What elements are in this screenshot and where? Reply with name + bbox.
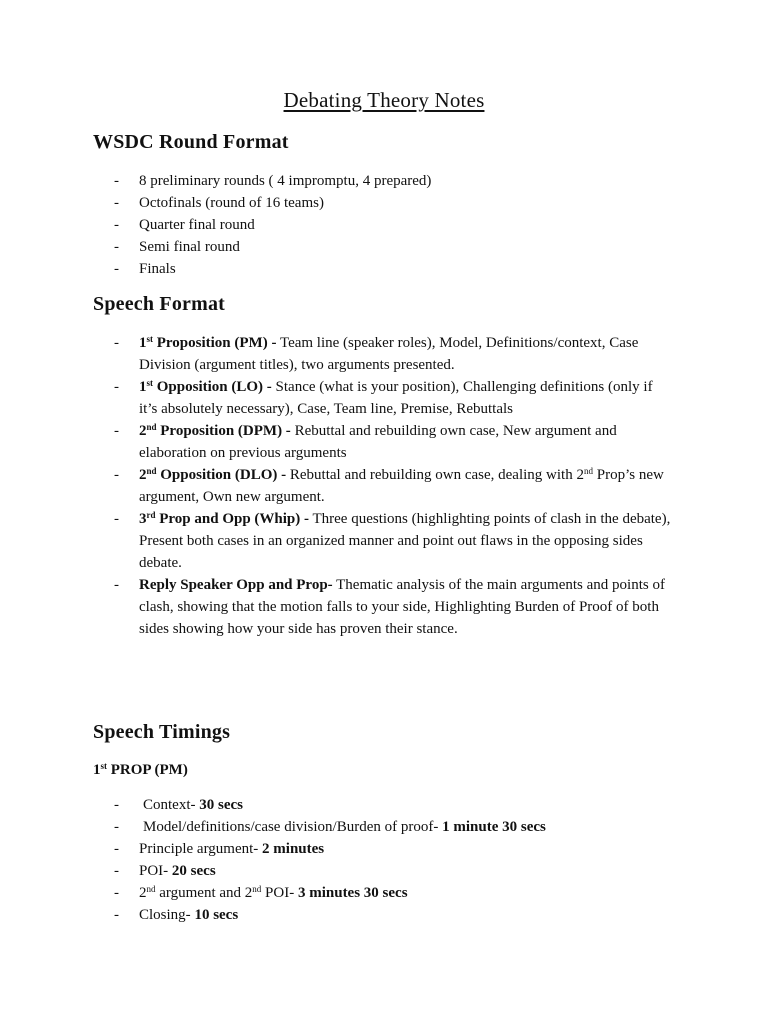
list-item bbox=[114, 508, 674, 574]
speech-format-list bbox=[114, 332, 674, 640]
timing-label: Model/definitions/case division/Burden of proof- bbox=[143, 819, 439, 835]
timing-value: 3 minutes 30 secs bbox=[294, 885, 408, 901]
round-format-list bbox=[114, 170, 674, 280]
speech-format-heading: Speech Format bbox=[93, 293, 226, 315]
timing-label: Context- bbox=[143, 797, 196, 813]
list-item: - 8 preliminary rounds ( 4 impromptu, 4 prepared) bbox=[114, 170, 674, 192]
list-item bbox=[114, 860, 674, 882]
speech-timings-heading: Speech Timings bbox=[93, 721, 231, 743]
speaker-role-description: Rebuttal and rebuilding own case, New argument and elaboration on previous arguments bbox=[139, 423, 617, 461]
dash-bullet: - bbox=[114, 217, 119, 233]
dash-bullet: - bbox=[114, 379, 119, 395]
list-item bbox=[114, 904, 674, 926]
speaker-role-description: Stance (what is your position), Challenging definitions (only if it’s absolutely necessary), Case, Team line, Premise, Rebuttals bbox=[139, 379, 653, 417]
dash-bullet: - bbox=[114, 885, 119, 901]
dash-bullet: - bbox=[114, 819, 119, 835]
speaker-role-label: 1st Proposition (PM) - bbox=[139, 334, 277, 351]
list-item bbox=[114, 376, 674, 420]
dash-bullet: - bbox=[114, 863, 119, 879]
speaker-role-label: 3rd Prop and Opp (Whip) - bbox=[139, 510, 310, 527]
speaker-role-label: Reply Speaker Opp and Prop- bbox=[139, 577, 333, 593]
dash-bullet: - bbox=[114, 261, 119, 277]
dash-bullet: - bbox=[114, 335, 119, 351]
dash-bullet: - bbox=[114, 423, 119, 439]
timing-value: 1 minute 30 secs bbox=[438, 819, 546, 835]
timing-value: 10 secs bbox=[190, 907, 239, 923]
list-item bbox=[114, 882, 674, 904]
list-item bbox=[114, 574, 674, 640]
dash-bullet: - bbox=[114, 467, 119, 483]
list-item: - Octofinals (round of 16 teams) bbox=[114, 192, 674, 214]
round-format-heading: WSDC Round Format bbox=[93, 131, 289, 153]
speaker-role-label: 2nd Opposition (DLO) - bbox=[139, 466, 287, 483]
dash-bullet: - bbox=[114, 195, 119, 211]
dash-bullet: - bbox=[114, 797, 119, 813]
dash-bullet: - bbox=[114, 907, 119, 923]
list-item: - Semi final round bbox=[114, 236, 674, 258]
timing-label: 2nd argument and 2nd POI- bbox=[139, 884, 295, 901]
list-item bbox=[114, 816, 674, 838]
dash-bullet: - bbox=[114, 173, 119, 189]
timing-value: 2 minutes bbox=[258, 841, 325, 857]
prop-pm-subheading: 1st PROP (PM) bbox=[93, 761, 188, 778]
list-item bbox=[114, 794, 674, 816]
list-item bbox=[114, 332, 674, 376]
timing-label: Principle argument- bbox=[139, 841, 259, 857]
list-item bbox=[114, 464, 674, 508]
speaker-role-label: 2nd Proposition (DPM) - bbox=[139, 422, 291, 439]
speaker-role-description: Team line (speaker roles), Model, Definitions/context, Case Division (argument titles), two arguments presented. bbox=[139, 335, 639, 373]
dash-bullet: - bbox=[114, 841, 119, 857]
dash-bullet: - bbox=[114, 511, 119, 527]
timing-label: POI- bbox=[139, 863, 169, 879]
speaker-role-label: 1st Opposition (LO) - bbox=[139, 378, 272, 395]
speaker-role-description: Thematic analysis of the main arguments and points of clash, showing that the motion falls to your side, Highlighting Burden of Proof of both sides showing how your side has proven their stance. bbox=[139, 577, 665, 637]
timing-value: 30 secs bbox=[195, 797, 243, 813]
dash-bullet: - bbox=[114, 577, 119, 593]
timing-value: 20 secs bbox=[168, 863, 216, 879]
speaker-role-description: Rebuttal and rebuilding own case, dealing with 2nd Prop’s new argument, Own new argument. bbox=[139, 466, 664, 505]
list-item: - Quarter final round bbox=[114, 214, 674, 236]
document-title: Debating Theory Notes bbox=[283, 88, 485, 112]
timing-label: Closing- bbox=[139, 907, 191, 923]
list-item: - Finals bbox=[114, 258, 674, 280]
list-item bbox=[114, 838, 674, 860]
list-item bbox=[114, 420, 674, 464]
speaker-role-description: Three questions (highlighting points of clash in the debate), Present both cases in an organized manner and point out flaws in the opposing sides debate. bbox=[139, 511, 671, 571]
speech-timings-list bbox=[114, 794, 674, 926]
dash-bullet: - bbox=[114, 239, 119, 255]
